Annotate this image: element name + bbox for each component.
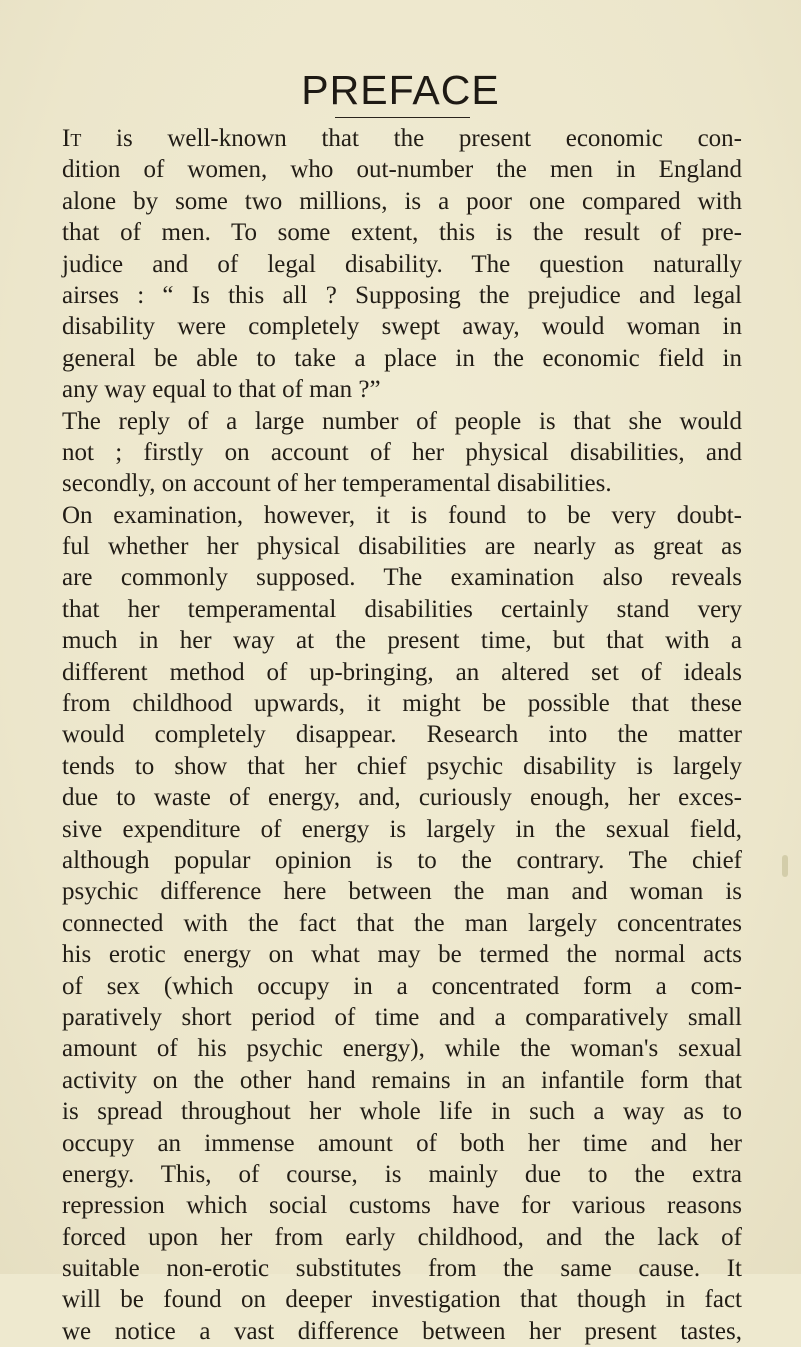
text-line: much in her way at the present time, but that with a <box>62 627 742 655</box>
text-line: due to waste of energy, and, curiously enough, her exces- <box>62 784 742 812</box>
preface-body <box>62 123 742 1347</box>
text-line: energy. This, of course, is mainly due to the extra <box>62 1160 742 1188</box>
text-line: ful whether her physical disabilities are nearly as great as <box>62 533 742 561</box>
text-line: secondly, on account of her temperamental disabilities. <box>62 470 612 498</box>
text-line: general be able to take a place in the economic field in <box>62 344 742 372</box>
text-line: sive expenditure of energy is largely in the sexual field, <box>62 815 742 843</box>
text-line: activity on the other hand remains in an infantile form that <box>62 1066 742 1094</box>
text-line: judice and of legal disability. The question naturally <box>62 250 742 278</box>
title-rule <box>335 117 470 118</box>
page-title: PREFACE <box>301 67 500 113</box>
text-line: different method of up-bringing, an altered set of ideals <box>62 658 742 686</box>
text-line: alone by some two millions, is a poor one compared with <box>62 187 742 215</box>
text-line: amount of his psychic energy), while the woman's sexual <box>62 1035 742 1063</box>
text-line: tends to show that her chief psychic disability is largely <box>62 752 742 780</box>
text-line: connected with the fact that the man largely concentrates <box>62 909 742 937</box>
paper-mark <box>782 855 788 877</box>
text-line: that of men. To some extent, this is the result of pre- <box>62 219 742 247</box>
text-line: The reply of a large number of people is that she would <box>62 407 742 435</box>
text-line: paratively short period of time and a comparatively small <box>62 1003 742 1031</box>
text-line: any way equal to that of man ?” <box>62 376 381 404</box>
text-line: not ; firstly on account of her physical disabilities, and <box>62 438 742 466</box>
text-line: It is well-known that the present economic con- <box>62 125 742 152</box>
text-line: forced upon her from early childhood, and the lack of <box>62 1223 742 1251</box>
text-line: although popular opinion is to the contrary. The chief <box>62 846 742 874</box>
text-line: his erotic energy on what may be termed the normal acts <box>62 941 742 969</box>
text-line: occupy an immense amount of both her time and her <box>62 1129 742 1157</box>
text-line: dition of women, who out-number the men in England <box>62 156 742 184</box>
opening-word: It <box>62 125 82 152</box>
text-line: is spread throughout her whole life in such a way as to <box>62 1098 742 1126</box>
text-line: will be found on deeper investigation that though in fact <box>62 1286 742 1314</box>
text-line: that her temperamental disabilities certainly stand very <box>62 595 742 623</box>
text-line: of sex (which occupy in a concentrated form a com- <box>62 972 742 1000</box>
text-line: psychic difference here between the man and woman is <box>62 878 742 906</box>
text-line: from childhood upwards, it might be possible that these <box>62 690 742 718</box>
text-line: would completely disappear. Research into the matter <box>62 721 742 749</box>
text-line: we notice a vast difference between her present tastes, <box>62 1317 742 1345</box>
text-line: On examination, however, it is found to be very doubt- <box>62 501 742 529</box>
text-line: repression which social customs have for various reasons <box>62 1192 742 1220</box>
text-line: airses : “ Is this all ? Supposing the prejudice and legal <box>62 281 742 309</box>
text-line: suitable non-erotic substitutes from the same cause. It <box>62 1255 742 1283</box>
text-line: are commonly supposed. The examination also reveals <box>62 564 742 592</box>
text-line: disability were completely swept away, would woman in <box>62 313 742 341</box>
